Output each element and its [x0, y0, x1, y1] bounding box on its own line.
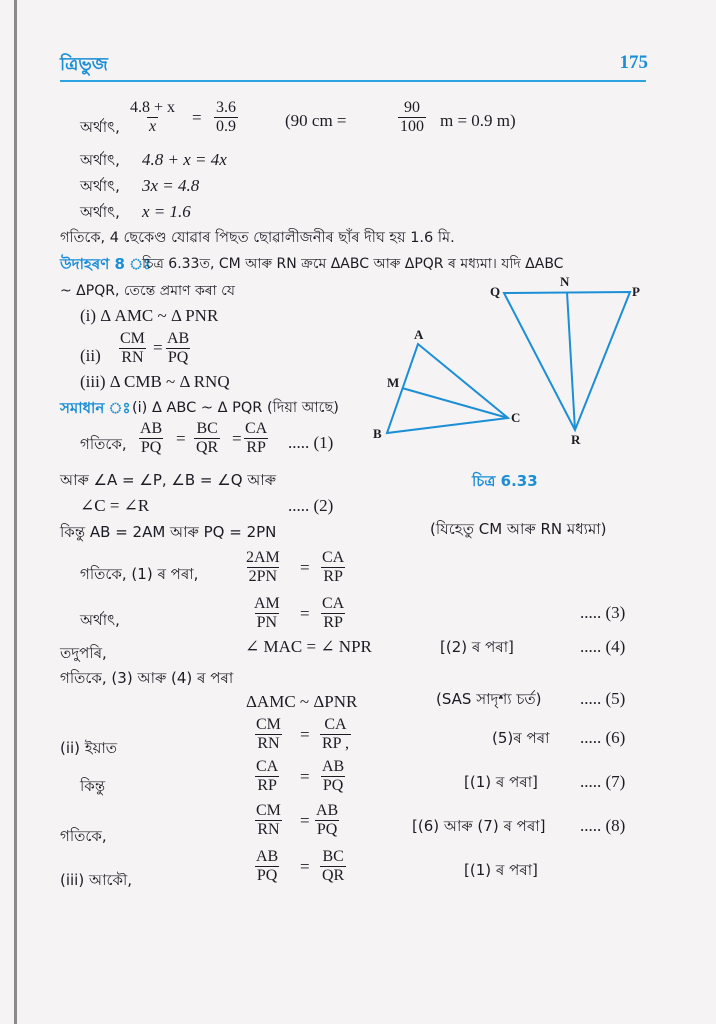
equals-sign: =	[300, 558, 310, 577]
fraction: $\frac{CM}{RN}$	[120, 330, 145, 366]
vertex-label-n: N	[560, 274, 570, 289]
angles-line-2: ∠C = ∠R	[80, 496, 150, 515]
page-number: 175	[619, 52, 648, 73]
step-word: (iii) আকৌ,	[60, 871, 133, 889]
fraction: $\frac{BC}{QR}$	[322, 848, 345, 884]
fraction: $\frac{CM}{RN}$	[256, 802, 281, 838]
equation-tag: ..... (5)	[580, 689, 626, 708]
equation-tag: ..... (3)	[580, 603, 626, 622]
reason: (যিহেতু CM আৰু RN মধ্যমা)	[430, 520, 607, 538]
reason: (SAS সাদৃশ্য চৰ্ত)	[436, 690, 542, 708]
step-expression: ΔAMC ~ ΔPNR	[246, 692, 358, 711]
step-word: গতিকে,	[80, 435, 127, 453]
header-rule	[60, 80, 646, 82]
prove-item-i: (i) Δ AMC ~ Δ PNR	[80, 306, 219, 325]
equation-tag: ..... (2)	[288, 496, 334, 515]
fraction: $\frac{AB}{PQ}$	[316, 802, 339, 838]
page-binding-edge	[14, 0, 17, 1024]
solution-given: (i) Δ ABC ~ Δ PQR (দিয়া আছে)	[132, 400, 339, 416]
fraction: $\frac{AB}{PQ}$	[140, 420, 163, 456]
triangle-pqr	[504, 292, 630, 430]
equals-sign: =	[300, 767, 310, 786]
conclusion-text: গতিকে, 4 ছেকেণ্ড যোৱাৰ পিছত ছোৱালীজনীৰ ছাঁৰ দীঘ হয় 1.6 মি.	[60, 230, 455, 246]
fraction: $\frac{CA}{RP}$	[322, 595, 345, 631]
step-expression: ∠ MAC = ∠ NPR	[245, 637, 372, 656]
fraction: $\frac{CA}{RP}$	[245, 420, 268, 456]
fraction: $\frac{AB}{PQ}$	[167, 330, 190, 366]
step-expression: 4.8 + x = 4x	[142, 150, 227, 169]
vertex-label-a: A	[414, 327, 424, 342]
step-word: গতিকে, (3) আৰু (4) ৰ পৰা	[60, 669, 234, 687]
fraction: $\frac{2AM}{2PN}$	[246, 549, 280, 585]
equals-sign: =	[300, 811, 310, 830]
reason: [(6) আৰু (7) ৰ পৰা]	[412, 817, 546, 835]
equals-sign: =	[300, 725, 310, 744]
equals-sign: =	[192, 108, 202, 127]
fraction: $\frac{CM}{RN}$	[256, 716, 281, 752]
step-word: (ii) ইয়াত	[60, 739, 118, 757]
fraction: $\frac{CA}{RP}$	[256, 758, 279, 794]
fraction: $\frac{90}{100}$	[400, 99, 424, 135]
equation-tag: ..... (4)	[580, 637, 626, 656]
median-cm	[402, 388, 508, 418]
example-statement-2: ~ ΔPQR, তেন্তে প্ৰমাণ কৰা যে	[60, 283, 235, 299]
vertex-label-q: Q	[490, 284, 501, 299]
equals-sign: =	[153, 338, 163, 357]
equation-tag: ..... (7)	[580, 772, 626, 791]
step-word: গতিকে, (1) ৰ পৰা,	[80, 565, 199, 583]
triangle-figure	[370, 270, 660, 460]
vertex-label-c: C	[511, 410, 521, 425]
step-word: অৰ্থাৎ,	[80, 151, 120, 169]
step-word: অৰ্থাৎ,	[80, 203, 120, 221]
vertex-label-r: R	[571, 432, 581, 447]
step-word: অৰ্থাৎ,	[80, 118, 120, 136]
chapter-title: ত্ৰিভুজ	[60, 54, 108, 75]
figure-caption: চিত্ৰ 6.33	[472, 472, 538, 490]
median-rn	[567, 292, 575, 430]
fraction: $\frac{AM}{PN}$	[254, 595, 280, 631]
fraction: $\frac{CA}{RP ,}$	[322, 716, 349, 752]
vertex-label-b: B	[373, 426, 382, 441]
vertex-label-p: P	[632, 284, 640, 299]
reason: [(1) ৰ পৰা]	[464, 861, 538, 879]
step-word: তদুপৰি,	[60, 644, 107, 662]
prove-item-ii-label: (ii)	[80, 346, 101, 365]
fraction: $\frac{4.8 + x}{x}$	[130, 99, 176, 135]
fraction: $\frac{AB}{PQ}$	[256, 848, 279, 884]
fraction: $\frac{CA}{RP}$	[322, 549, 345, 585]
prove-item-iii: (iii) Δ CMB ~ Δ RNQ	[80, 372, 230, 391]
step-expression: 3x = 4.8	[142, 176, 200, 195]
vertex-label-m: M	[387, 375, 400, 390]
equals-sign: =	[176, 429, 186, 448]
step-expression: x = 1.6	[142, 202, 191, 221]
step-word: অৰ্থাৎ,	[80, 177, 120, 195]
step-word: অৰ্থাৎ,	[80, 611, 120, 629]
angles-line: আৰু ∠A = ∠P, ∠B = ∠Q আৰু	[60, 471, 277, 489]
step-word: কিন্তু	[80, 777, 106, 795]
fraction: $\frac{AB}{PQ}$	[322, 758, 345, 794]
fraction: $\frac{BC}{QR}$	[196, 420, 219, 456]
equals-sign: =	[232, 429, 242, 448]
equation-tag: ..... (1)	[288, 433, 334, 452]
but-line: কিন্তু AB = 2AM আৰু PQ = 2PN	[60, 523, 277, 541]
reason: [(2) ৰ পৰা]	[440, 638, 514, 656]
equals-sign: =	[300, 604, 310, 623]
fraction: $\frac{3.6}{0.9}$	[216, 99, 236, 135]
example-statement: চিত্ৰ 6.33ত, CM আৰু RN ক্ৰমে ΔABC আৰু ΔPQR ৰ মধ্যমা। যদি ΔABC	[142, 256, 564, 272]
unit-conversion-end: m = 0.9 m)	[440, 111, 516, 130]
equals-sign: =	[300, 857, 310, 876]
example-label: উদাহৰণ 8 ঃ	[60, 255, 152, 273]
solution-label: সমাধান ঃ	[60, 399, 131, 417]
reason: (5)ৰ পৰা	[492, 729, 550, 747]
equation-tag: ..... (6)	[580, 728, 626, 747]
unit-conversion: (90 cm =	[285, 111, 347, 130]
step-word: গতিকে,	[60, 827, 107, 845]
reason: [(1) ৰ পৰা]	[464, 773, 538, 791]
equation-tag: ..... (8)	[580, 816, 626, 835]
